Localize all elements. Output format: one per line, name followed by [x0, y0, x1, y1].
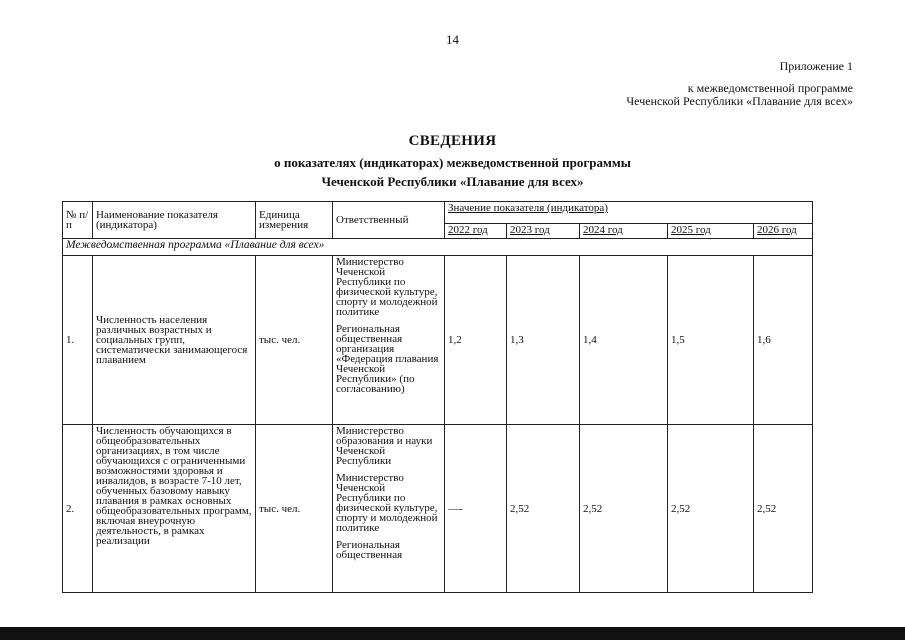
responsible-entry: Министерство Чеченской Республики по физической культуре, спорту и молодежной политике: [336, 256, 438, 318]
row-value-2025: 2,52: [668, 425, 754, 593]
header-num: № п/п: [63, 202, 93, 239]
title-line-1: о показателях (индикаторах) межведомственной программы: [274, 155, 631, 170]
row-responsible: [333, 425, 445, 593]
table-row: [63, 425, 813, 593]
row-value-2023: 1,3: [507, 256, 580, 425]
row-indicator-name: Численность обучающихся в общеобразовательных организациях, в том числе обучающихся с ограниченными возможностями здоровья и инвалидов, в возрасте 7-10 лет, обученных базовому навыку плавания в рамках основных общеобразовательных программ, включая внеурочную деятельность, в рамках реализации: [93, 425, 256, 593]
header-values-group: [445, 202, 813, 224]
page-number: 14: [446, 32, 459, 47]
header-year-label: 2024 год: [583, 224, 623, 236]
header-name: Наименование показателя (индикатора): [93, 202, 256, 239]
responsible-entry: Министерство Чеченской Республики по физической культуре, спорту и молодежной политике: [336, 472, 438, 534]
row-value-2026: 1,6: [754, 256, 813, 425]
appendix-line-3: Чеченской Республики «Плавание для всех»: [626, 94, 853, 108]
header-year-2026: [754, 224, 813, 239]
row-num: 2.: [63, 425, 93, 593]
header-unit: Единица измерения: [256, 202, 333, 239]
row-value-2022: 1,2: [445, 256, 507, 425]
header-year-2022: [445, 224, 507, 239]
responsible-entry: Региональная общественная организация «Федерация плавания Чеченской Республики» (по согласованию): [336, 323, 439, 395]
row-value-2022: —-: [445, 425, 507, 593]
responsible-entry: Министерство образования и науки Чеченской Республики: [336, 425, 433, 467]
header-year-2023: [507, 224, 580, 239]
title-main: СВЕДЕНИЯ: [408, 133, 497, 149]
header-values-group-label: Значение показателя (индикатора): [448, 202, 608, 214]
table-row: [63, 256, 813, 425]
row-responsible: [333, 256, 445, 425]
row-value-2025: 1,5: [668, 256, 754, 425]
appendix-line-2: к межведомственной программе: [687, 81, 853, 95]
row-unit: тыс. чел.: [256, 425, 333, 593]
appendix-note: [626, 60, 853, 108]
section-row: [63, 239, 813, 256]
header-year-2024: [580, 224, 668, 239]
title-line-2: Чеченской Республики «Плавание для всех»: [321, 174, 584, 189]
header-year-2025: [668, 224, 754, 239]
header-year-label: 2023 год: [510, 224, 550, 236]
row-unit: тыс. чел.: [256, 256, 333, 425]
header-year-label: 2026 год: [757, 224, 797, 236]
header-responsible: Ответственный: [333, 202, 445, 239]
row-num: 1.: [63, 256, 93, 425]
row-value-2023: 2,52: [507, 425, 580, 593]
scan-bottom-edge: [0, 627, 905, 640]
row-value-2024: 1,4: [580, 256, 668, 425]
indicators-table: [62, 201, 813, 593]
row-value-2024: 2,52: [580, 425, 668, 593]
appendix-label: Приложение 1: [779, 59, 853, 73]
document-title: [0, 133, 905, 188]
row-value-2026: 2,52: [754, 425, 813, 593]
row-indicator-name: Численность населения различных возрастных и социальных групп, систематически занимающегося плаванием: [93, 256, 256, 425]
header-year-label: 2022 год: [448, 224, 488, 236]
section-title: Межведомственная программа «Плавание для всех»: [63, 239, 813, 256]
header-year-label: 2025 год: [671, 224, 711, 236]
responsible-entry: Региональная общественная: [336, 539, 403, 561]
table-header-row: [63, 202, 813, 224]
